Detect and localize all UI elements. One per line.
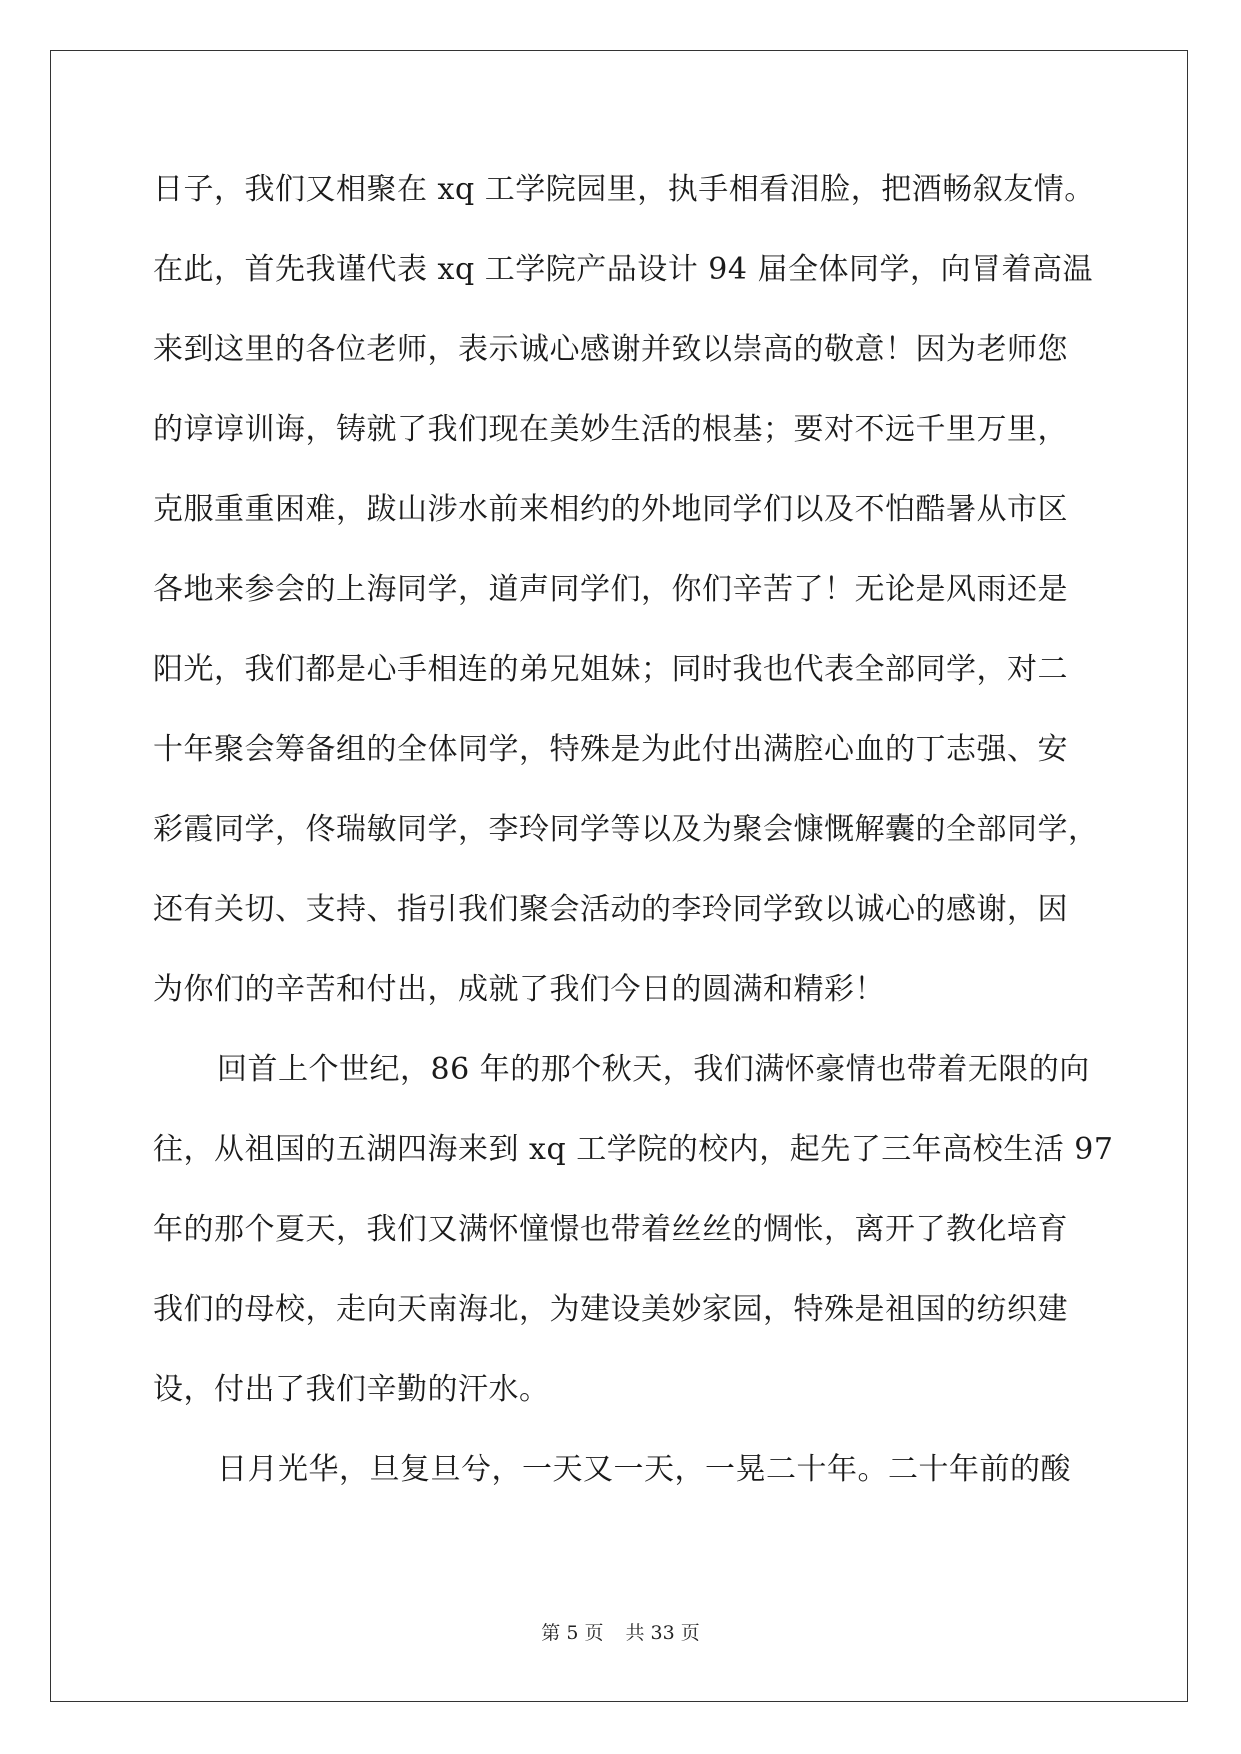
text-line: 各地来参会的上海同学，道声同学们，你们辛苦了！无论是风雨还是: [153, 572, 1068, 607]
page-total: 共 33 页: [625, 1622, 700, 1644]
page-number: 第 5 页: [541, 1622, 604, 1644]
text-line: 年的那个夏天，我们又满怀憧憬也带着丝丝的惆怅，离开了教化培育: [153, 1212, 1068, 1247]
page-footer: [0, 1621, 1241, 1645]
text-line: 彩霞同学，佟瑞敏同学，李玲同学等以及为聚会慷慨解囊的全部同学，: [153, 812, 1099, 847]
text-line: 在此，首先我谨代表 xq 工学院产品设计 94 届全体同学，向冒着高温: [153, 252, 1093, 287]
text-line: 的谆谆训诲，铸就了我们现在美妙生活的根基；要对不远千里万里，: [153, 412, 1068, 447]
document-body: [153, 158, 1114, 1518]
text-line: 往，从祖国的五湖四海来到 xq 工学院的校内，起先了三年高校生活 97: [153, 1132, 1114, 1167]
text-line: 为你们的辛苦和付出，成就了我们今日的圆满和精彩！: [153, 972, 885, 1007]
paragraph-start-line: 日月光华，旦复旦兮，一天又一天，一晃二十年。二十年前的酸: [217, 1452, 1071, 1487]
text-line: 克服重重困难，跋山涉水前来相约的外地同学们以及不怕酷暑从市区: [153, 492, 1068, 527]
text-line: 设，付出了我们辛勤的汗水。: [153, 1372, 550, 1407]
text-line: 日子，我们又相聚在 xq 工学院园里，执手相看泪脸，把酒畅叙友情。: [153, 172, 1095, 207]
text-line: 十年聚会筹备组的全体同学，特殊是为此付出满腔心血的丁志强、安: [153, 732, 1068, 767]
text-line: 阳光，我们都是心手相连的弟兄姐妹；同时我也代表全部同学，对二: [153, 652, 1068, 687]
text-line: 我们的母校，走向天南海北，为建设美妙家园，特殊是祖国的纺织建: [153, 1292, 1068, 1327]
text-line: 还有关切、支持、指引我们聚会活动的李玲同学致以诚心的感谢，因: [153, 892, 1068, 927]
text-line: 来到这里的各位老师，表示诚心感谢并致以崇高的敬意！因为老师您: [153, 332, 1068, 367]
paragraph-start-line: 回首上个世纪，86 年的那个秋天，我们满怀豪情也带着无限的向: [217, 1052, 1090, 1087]
